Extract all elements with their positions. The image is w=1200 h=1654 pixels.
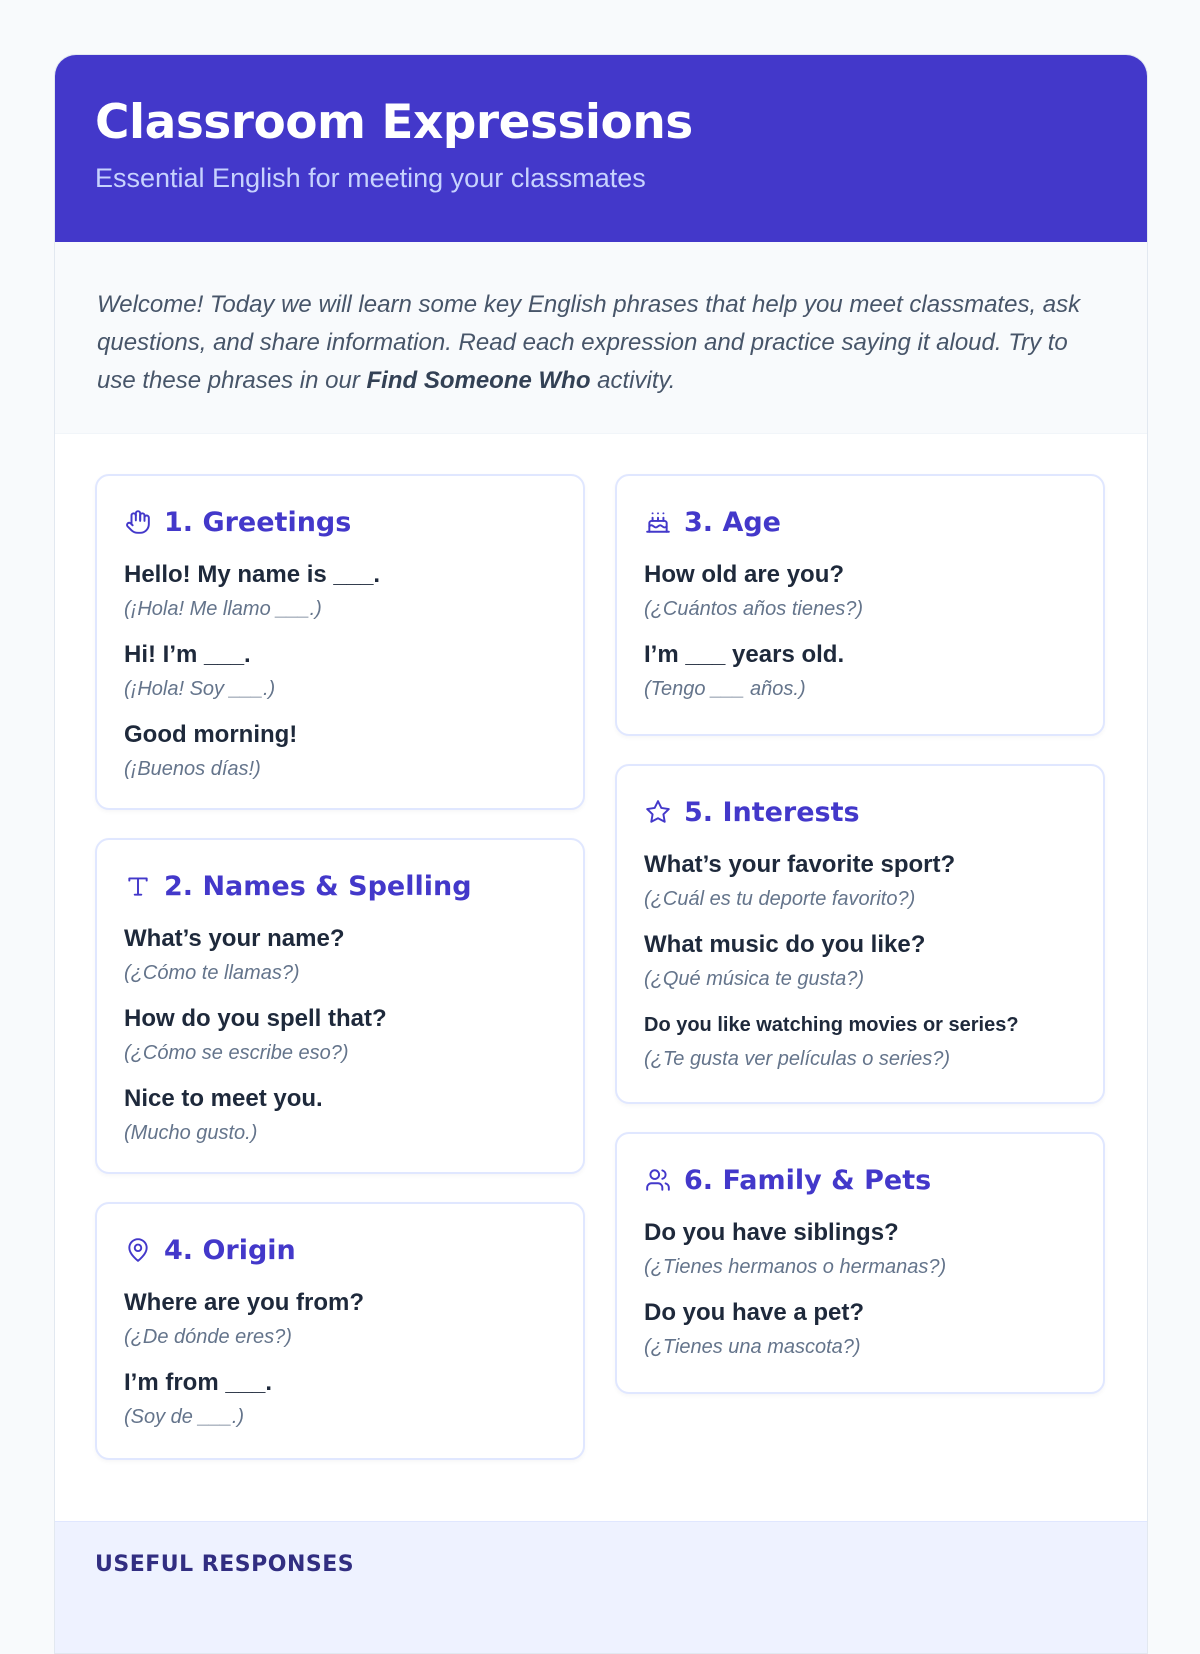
phrase-item (644, 638, 1077, 706)
phrase-spanish: (¿De dónde eres?) (124, 1326, 292, 1348)
intro-text-before: Welcome! Today we will learn some key English phrases that help you meet classmates, ask questions, and share information. Read each expression and practice saying it aloud. Try to use these phrases in our (97, 291, 1081, 394)
phrase-english: Good morning! (124, 721, 298, 748)
card-age (615, 474, 1105, 736)
card-title: 1. Greetings (164, 506, 352, 538)
phrase-english: I’m from ___. (124, 1369, 273, 1396)
phrase-english: Hello! My name is ___. (124, 561, 381, 588)
page-title: Classroom Expressions (95, 95, 693, 150)
phrase-item (124, 558, 557, 626)
phrase-english: How old are you? (644, 561, 845, 588)
cake-icon (644, 508, 672, 536)
card-header (644, 1162, 1077, 1198)
phrase-spanish: (¿Cómo te llamas?) (124, 962, 300, 984)
phrase-item (644, 1296, 1077, 1364)
card-title: 4. Origin (164, 1234, 296, 1266)
phrase-spanish: (Soy de ___.) (124, 1406, 245, 1428)
worksheet (54, 54, 1148, 1654)
card-title: 3. Age (684, 506, 781, 538)
phrase-english: Where are you from? (124, 1289, 365, 1316)
header-banner (55, 55, 1147, 242)
hand-icon (124, 508, 152, 536)
section-title: USEFUL RESPONSES (95, 1552, 355, 1577)
phrase-item (644, 558, 1077, 626)
card-origin (95, 1202, 585, 1460)
phrase-spanish: (¿Qué música te gusta?) (644, 968, 865, 990)
phrase-item (644, 1216, 1077, 1284)
phrase-spanish: (Tengo ___ años.) (644, 678, 806, 700)
card-title: 6. Family & Pets (684, 1164, 932, 1196)
phrase-item (644, 848, 1077, 916)
map-pin-icon (124, 1236, 152, 1264)
phrase-item (124, 1366, 557, 1434)
phrase-item (124, 1082, 557, 1150)
star-icon (644, 798, 672, 826)
phrase-spanish: (¿Cómo se escribe eso?) (124, 1042, 349, 1064)
card-header (124, 1232, 557, 1268)
phrase-item (124, 922, 557, 990)
phrase-spanish: (¿Te gusta ver películas o series?) (644, 1048, 951, 1070)
phrase-english: I’m ___ years old. (644, 641, 845, 668)
card-names-spelling (95, 838, 585, 1174)
phrase-item (124, 638, 557, 706)
type-icon (124, 872, 152, 900)
phrase-spanish: (Mucho gusto.) (124, 1122, 258, 1144)
card-greetings (95, 474, 585, 810)
users-icon (644, 1166, 672, 1194)
phrase-spanish: (¡Hola! Soy ___.) (124, 678, 276, 700)
phrase-spanish: (¡Buenos días!) (124, 758, 261, 780)
phrase-english: What’s your favorite sport? (644, 851, 956, 878)
phrase-item (644, 1008, 1077, 1076)
phrase-item (644, 928, 1077, 996)
intro-text-after: activity. (590, 367, 676, 394)
phrase-english: How do you spell that? (124, 1005, 387, 1032)
phrase-english: What music do you like? (644, 931, 926, 958)
phrase-english: Do you have a pet? (644, 1299, 865, 1326)
page-subtitle: Essential English for meeting your classmates (95, 163, 646, 193)
phrase-english: Do you like watching movies or series? (644, 1014, 1019, 1036)
phrase-spanish: (¿Cuál es tu deporte favorito?) (644, 888, 916, 910)
card-header (124, 504, 557, 540)
phrase-english: Hi! I’m ___. (124, 641, 251, 668)
card-family-pets (615, 1132, 1105, 1394)
card-header (644, 794, 1077, 830)
intro-section (55, 242, 1147, 434)
card-title: 5. Interests (684, 796, 860, 828)
useful-responses-section (55, 1521, 1147, 1654)
card-title: 2. Names & Spelling (164, 870, 472, 902)
card-header (644, 504, 1077, 540)
phrase-spanish: (¿Cuántos años tienes?) (644, 598, 864, 620)
phrase-spanish: (¿Tienes hermanos o hermanas?) (644, 1256, 947, 1278)
phrase-english: Nice to meet you. (124, 1085, 323, 1112)
phrase-spanish: (¡Hola! Me llamo ___.) (124, 598, 322, 620)
intro-paragraph (97, 286, 1105, 400)
phrase-spanish: (¿Tienes una mascota?) (644, 1336, 861, 1358)
phrase-item (124, 1002, 557, 1070)
phrase-item (124, 1286, 557, 1354)
phrase-english: What’s your name? (124, 925, 345, 952)
phrase-item (124, 718, 557, 786)
card-interests (615, 764, 1105, 1104)
activity-name: Find Someone Who (366, 367, 591, 394)
phrase-english: Do you have siblings? (644, 1219, 899, 1246)
phrase-grid (55, 434, 1147, 1521)
card-header (124, 868, 557, 904)
